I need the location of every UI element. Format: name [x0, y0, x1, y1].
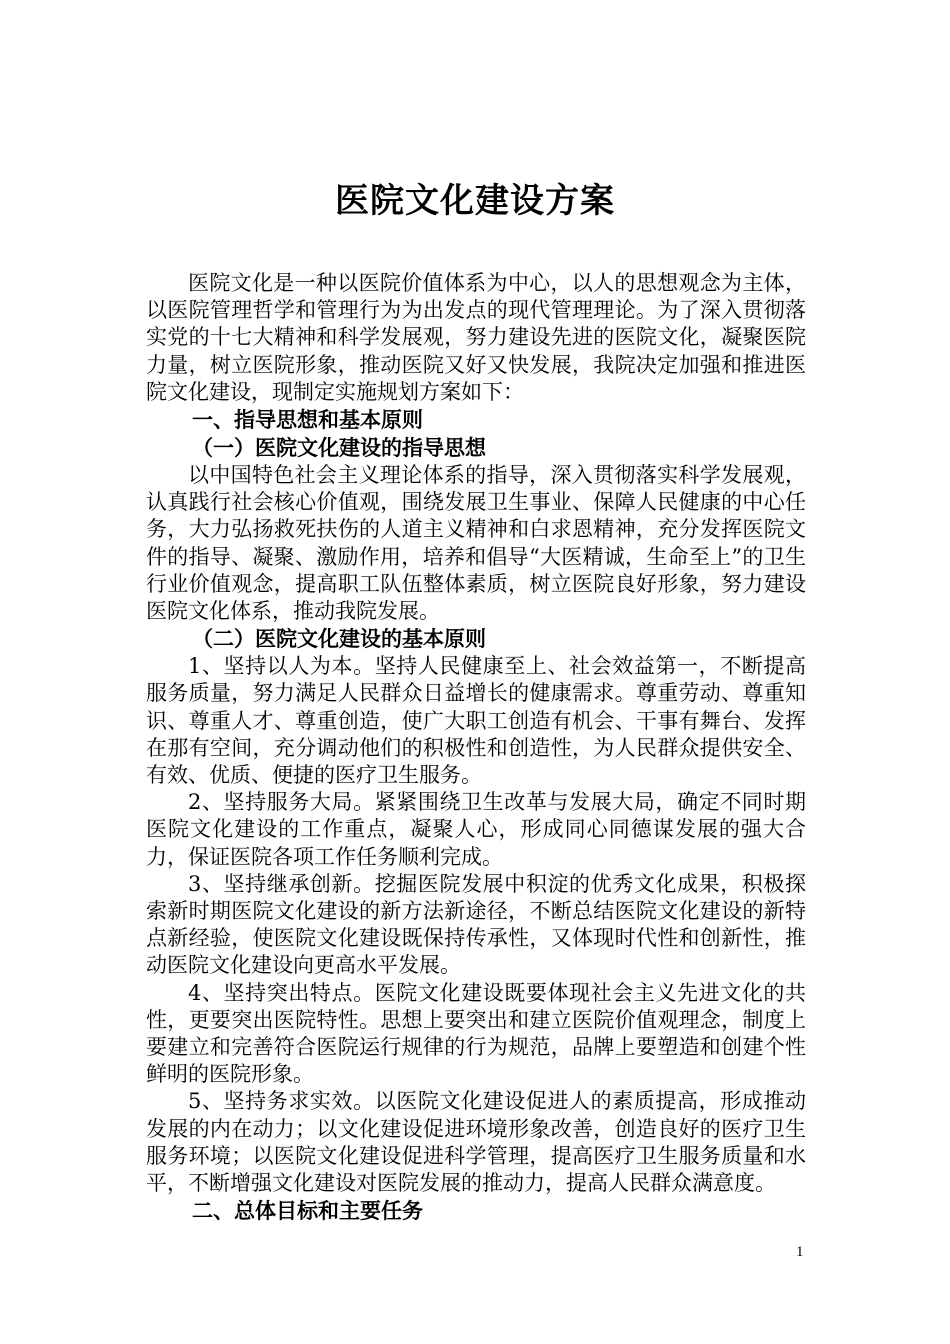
intro-paragraph: 医院文化是一种以医院价值体系为中心，以人的思想观念为主体，以医院管理哲学和管理行为为出发点的现代管理理论。为了深入贯彻落实党的十七大精神和科学发展观，努力建设先进的医院文化，凝聚医院力量，树立医院形象，推动医院又好又快发展，我院决定加强和推进医院文化建设，现制定实施规划方案如下： — [146, 271, 806, 404]
principle-paragraph-3: 3、坚持继承创新。挖掘医院发展中积淀的优秀文化成果，积极探索新时期医院文化建设的新方法新途径，不断总结医院文化建设的新特点新经验，使医院文化建设既保持传承性，又体现时代性和创新性，推动医院文化建设向更高水平发展。 — [146, 871, 806, 978]
section-heading-1: 一、指导思想和基本原则 — [192, 408, 423, 433]
principle-paragraph-1: 1、坚持以人为本。坚持人民健康至上、社会效益第一，不断提高服务质量，努力满足人民群众日益增长的健康需求。尊重劳动、尊重知识、尊重人才、尊重创造，使广大职工创造有机会、干事有舞台、发挥在那有空间，充分调动他们的积极性和创造性，为人民群众提供安全、有效、优质、便捷的医疗卫生服务。 — [146, 654, 806, 788]
subsection-heading-1: （一）医院文化建设的指导思想 — [192, 436, 486, 461]
document-body — [146, 270, 806, 1225]
principle-paragraph-5: 5、坚持务求实效。以医院文化建设促进人的素质提高，形成推动发展的内在动力；以文化建设促进环境形象改善，创造良好的医疗卫生服务环境；以医院文化建设促进科学管理，提高医疗卫生服务质量和水平，不断增强文化建设对医院发展的推动力，提高人民群众满意度。 — [146, 1089, 806, 1196]
guiding-ideology-paragraph: 以中国特色社会主义理论体系的指导，深入贯彻落实科学发展观，认真践行社会核心价值观，围绕发展卫生事业、保障人民健康的中心任务，大力弘扬救死扶伤的人道主义精神和白求恩精神，充分发挥医院文件的指导、凝聚、激励作用，培养和倡导“大医精诚，生命至上”的卫生行业价值观念，提高职工队伍整体素质，树立医院良好形象，努力建设医院文化体系，推动我院发展。 — [146, 463, 806, 624]
principle-paragraph-2: 2、坚持服务大局。紧紧围绕卫生改革与发展大局，确定不同时期医院文化建设的工作重点，凝聚人心，形成同心同德谋发展的强大合力，保证医院各项工作任务顺利完成。 — [146, 790, 806, 869]
section-heading-2: 二、总体目标和主要任务 — [192, 1199, 423, 1224]
page-number: 1 — [796, 1244, 804, 1260]
document-title: 医院文化建设方案 — [335, 181, 615, 221]
principle-paragraph-4: 4、坚持突出特点。医院文化建设既要体现社会主义先进文化的共性，更要突出医院特性。思想上要突出和建立医院价值观理念，制度上要建立和完善符合医院运行规律的行为规范，品牌上要塑造和创建个性鲜明的医院形象。 — [146, 980, 806, 1087]
subsection-heading-2: （二）医院文化建设的基本原则 — [192, 627, 486, 652]
